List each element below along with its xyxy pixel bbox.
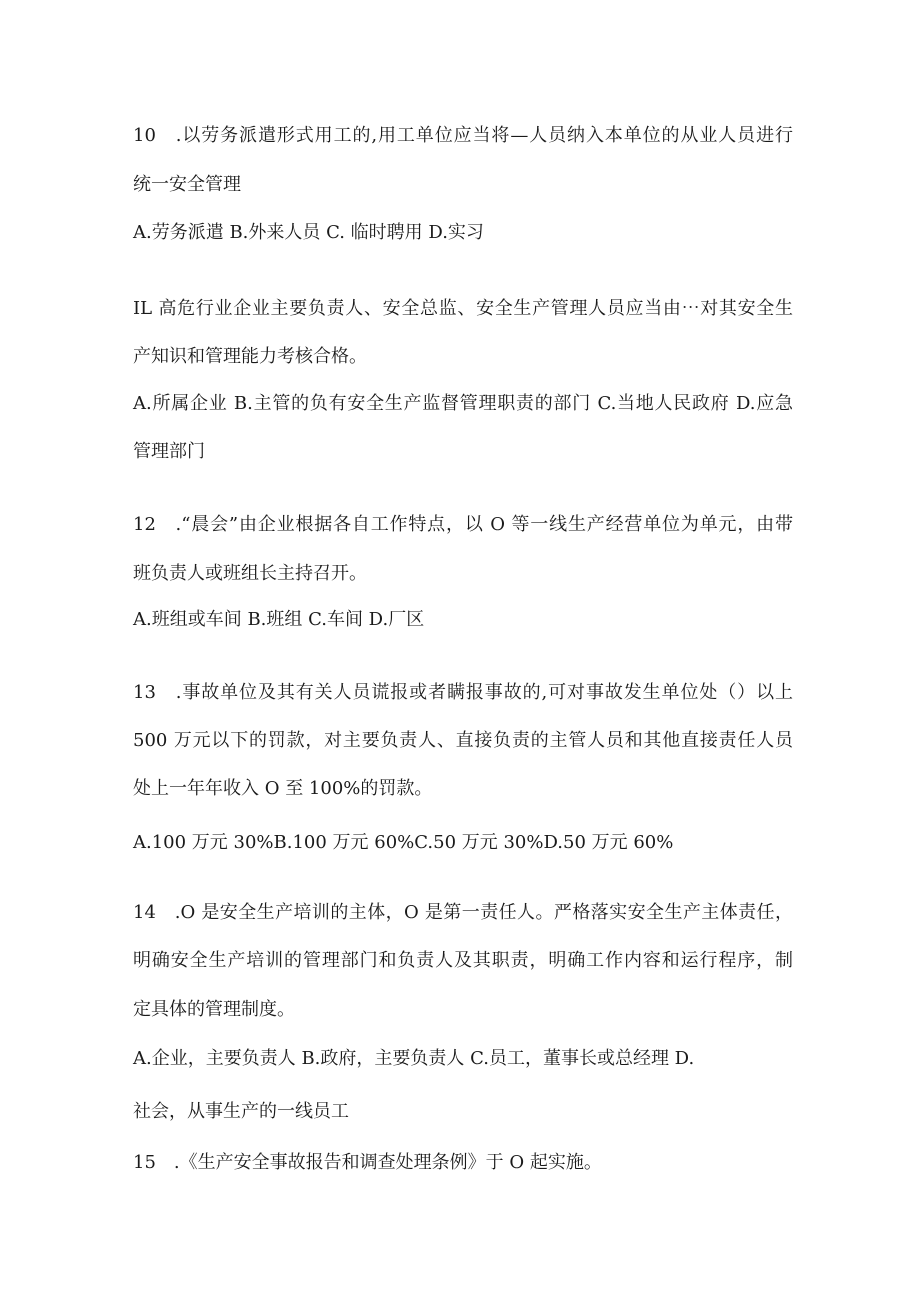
question-14-options-line-1: A.企业，主要负责人 B.政府，主要负责人 C.员工，董事长或总经理 D. bbox=[133, 1048, 695, 1069]
question-11-options-line-2: 管理部门 bbox=[133, 441, 205, 462]
question-14-line-1: 14 .O 是安全生产培训的主体，O 是第一责任人。严格落实安全生产主体责任， bbox=[133, 902, 793, 923]
question-12-line-2: 班负责人或班组长主持召开。 bbox=[133, 563, 367, 584]
question-13-line-1: 13 .事故单位及其有关人员谎报或者瞒报事故的,可对事故发生单位处（）以上 bbox=[133, 682, 793, 703]
question-10-line-1: 10 .以劳务派遣形式用工的,用工单位应当将—人员纳入本单位的从业人员进行 bbox=[133, 125, 793, 146]
question-14-options-line-2: 社会，从事生产的一线员工 bbox=[133, 1101, 349, 1122]
question-11-line-1: IL 高危行业企业主要负责人、安全总监、安全生产管理人员应当由⋯对其安全生 bbox=[133, 298, 793, 319]
question-14-line-3: 定具体的管理制度。 bbox=[133, 999, 295, 1020]
question-11-options-line-1: A.所属企业 B.主管的负有安全生产监督管理职责的部门 C.当地人民政府 D.应急 bbox=[133, 393, 793, 414]
question-12-options: A.班组或车间 B.班组 C.车间 D.厂区 bbox=[133, 609, 425, 630]
question-13-options: A.100 万元 30%B.100 万元 60%C.50 万元 30%D.50 万元 60% bbox=[133, 832, 674, 853]
question-15-line-1: 15 .《生产安全事故报告和调查处理条例》于 O 起实施。 bbox=[133, 1152, 602, 1173]
question-10-line-2: 统一安全管理 bbox=[133, 174, 241, 195]
question-10-options: A.劳务派遣 B.外来人员 C. 临时聘用 D.实习 bbox=[133, 222, 484, 243]
question-13-line-2: 500 万元以下的罚款，对主要负责人、直接负责的主管人员和其他直接责任人员 bbox=[133, 730, 793, 751]
question-11-line-2: 产知识和管理能力考核合格。 bbox=[133, 346, 367, 367]
question-14-line-2: 明确安全生产培训的管理部门和负责人及其职责，明确工作内容和运行程序，制 bbox=[133, 950, 793, 971]
question-13-line-3: 处上一年年收入 O 至 100%的罚款。 bbox=[133, 778, 433, 799]
question-12-line-1: 12 .“晨会”由企业根据各自工作特点，以 O 等一线生产经营单位为单元，由带 bbox=[133, 514, 793, 535]
